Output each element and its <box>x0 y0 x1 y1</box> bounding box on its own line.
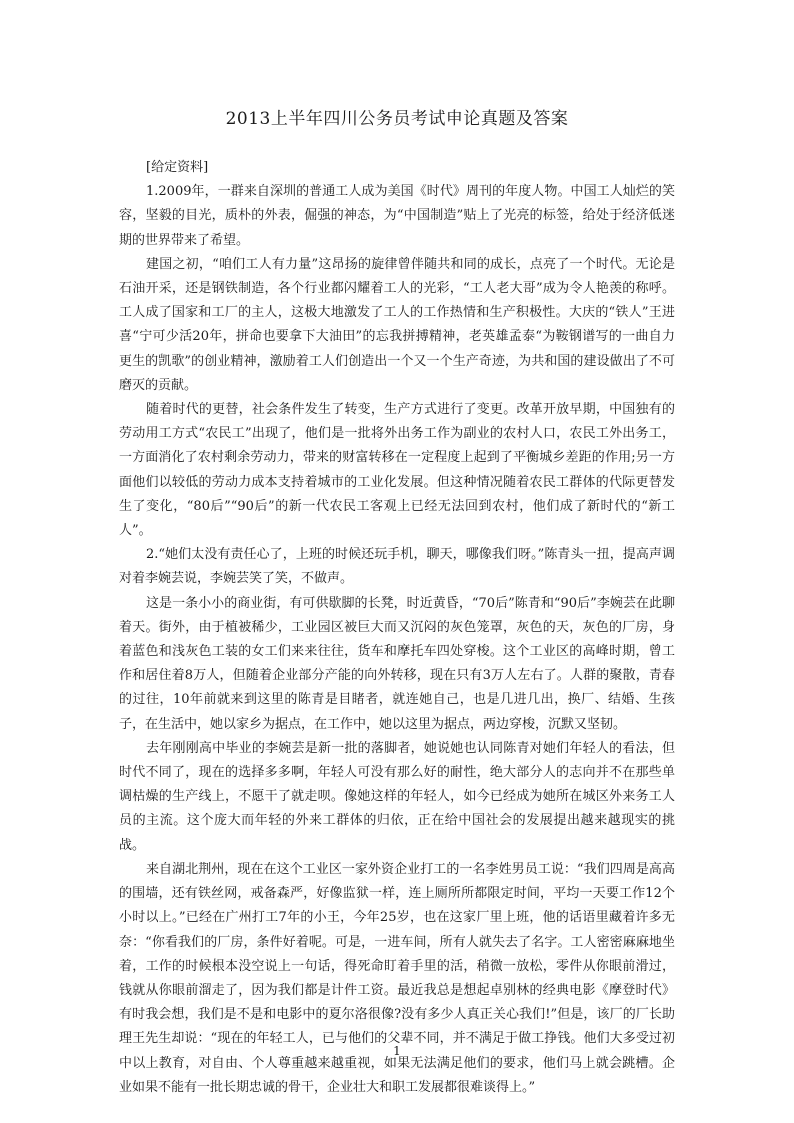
paragraph: 去年刚刚高中毕业的李婉芸是新一批的落脚者，她说她也认同陈青对她们年轻人的看法，但时代不同了，现在的选择多多啊，年轻人可没有那么好的耐性，绝大部分人的志向并不在那些单调枯燥的生产线上，不愿干了就走呗。像她这样的年轻人，如今已经成为她所在城区外来务工人员的主流。这个庞大而年轻的外来工群体的归依，正在给中国社会的发展提出越来越现实的挑战。 <box>119 740 675 853</box>
paragraph: 1.2009年，一群来自深圳的普通工人成为美国《时代》周刊的年度人物。中国工人灿烂的笑容，坚毅的目光，质朴的外表，倔强的神态，为“中国制造”贴上了光亮的标签，给处于经济低迷期的世界带来了希望。 <box>119 184 675 248</box>
paragraph: 来自湖北荆州，现在在这个工业区一家外资企业打工的一名李姓男员工说：“我们四周是高高的围墙，还有铁丝网，戒备森严，好像监狱一样，连上厕所所都限定时间，平均一天要工作12个小时以上。”已经在广州打工7年的小王，今年25岁，也在这家厂里上班，他的话语里藏着许多无奈：“你看我们的厂房，条件好着呢。可是，一进车间，所有人就失去了名字。工人密密麻麻地坐着，工作的时候根本没空说上一句话，得死命盯着手里的活，稍微一放松，零件从你眼前滑过，钱就从你眼前溜走了，因为我们都是计件工资。最近我总是想起卓别林的经典电影《摩登时代》有时我会想，我们是不是和电影中的夏尔洛很像?没有多少人真正关心我们!”但是，该厂的厂长助理王先生却说：“现在的年轻工人，已与他们的父辈不同，并不满足于做工挣钱。他们大多受过初中以上教育，对自由、个人尊重越来越重视，如果无法满足他们的要求，他们马上就会跳槽。企业如果不能有一批长期忠诚的骨干，企业壮大和职工发展都很难谈得上。” <box>119 861 675 1095</box>
paragraph: 2.“她们太没有责任心了，上班的时候还玩手机，聊天，哪像我们呀。”陈青头一扭，提高声调对着李婉芸说，李婉芸笑了笑，不做声。 <box>119 547 675 587</box>
paragraph: 建国之初，“咱们工人有力量”这昂扬的旋律曾伴随共和同的成长，点亮了一个时代。无论是石油开采，还是钢铁制造，各个行业都闪耀着工人的光彩，“工人老大哥”成为令人艳羡的称呼。工人成了国家和工厂的主人，这极大地激发了工人的工作热情和生产积极性。大庆的“铁人”王进喜“宁可少活20年，拼命也要拿下大油田”的忘我拼搏精神，老英雄孟泰“为鞍钢谱写的一曲自力更生的凯歌”的创业精神，激励着工人们创造出一个又一个生产奇迹，为共和国的建设做出了不可磨灭的贡献。 <box>119 256 675 393</box>
paragraph: 这是一条小小的商业街，有可供歇脚的长凳，时近黄昏，“70后”陈青和“90后”李婉芸在此聊着天。街外，由于植被稀少，工业园区被巨大而又沉闷的灰色笼罩，灰色的天，灰色的厂房，身着蓝色和浅灰色工装的女工们来来往往，货车和摩托车四处穿梭。这个工业区的高峰时期，曾工作和居住着8万人，但随着企业部分产能的向外转移，现在只有3万人左右了。人群的聚散，青春的过往，10年前就来到这里的陈青是目睹者，就连她自己，也是几进几出，换厂、结婚、生孩子，在生活中，她以家乡为据点，在工作中，她以这里为据点，两边穿梭，沉默又坚韧。 <box>119 595 675 732</box>
paragraph: 随着时代的更替，社会条件发生了转变，生产方式进行了变更。改革开放早期，中国独有的劳动用工方式“农民工”出现了，他们是一批将外出务工作为副业的农村人口，农民工外出务工，一方面消化了农村剩余劳动力，带来的财富转移在一定程度上起到了平衡城乡差距的作用;另一方面他们以较低的劳动力成本支持着城市的工业化发展。但这种情况随着农民工群体的代际更替发生了变化，“80后”“90后”的新一代农民工客观上已经无法回到农村，他们成了新时代的“新工人”。 <box>119 402 675 539</box>
document-body <box>119 156 675 1100</box>
document-title: 2013上半年四川公务员考试申论真题及答案 <box>225 109 569 129</box>
page-number: 1 <box>393 1044 401 1058</box>
section-label: [给定资料] <box>146 160 209 175</box>
